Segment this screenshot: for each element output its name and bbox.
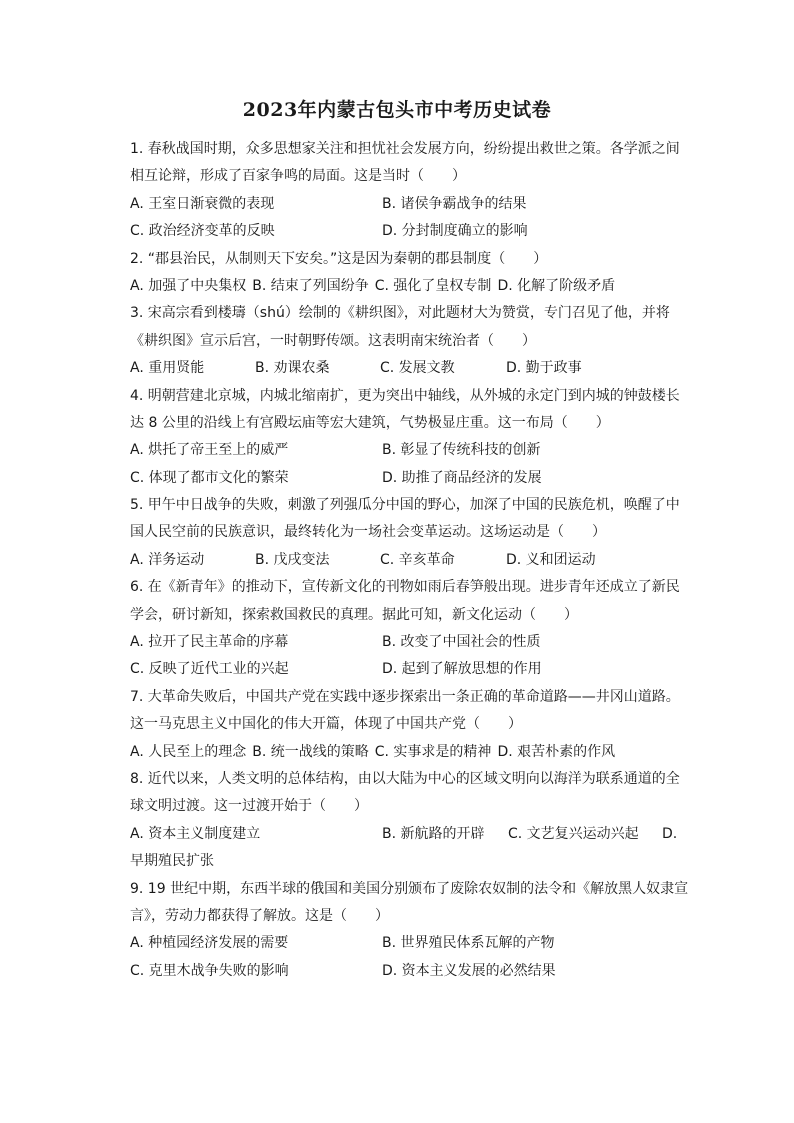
question-7 <box>130 684 690 766</box>
option-b[interactable]: B. 新航路的开辟 <box>382 825 485 842</box>
option-a[interactable]: A. 洋务运动 <box>130 551 205 568</box>
option-c[interactable]: C. 克里木战争失败的影响 <box>130 962 289 979</box>
option-row <box>130 355 690 382</box>
question-stem-line: 2. “郡县治民，从制则天下安矣。”这是因为秦朝的郡县制度（ ） <box>130 250 548 267</box>
question-9 <box>130 876 690 986</box>
question-3 <box>130 300 690 382</box>
option-c[interactable]: C. 文艺复兴运动兴起 <box>508 825 639 842</box>
option-c[interactable]: C. 强化了皇权专制 <box>374 277 492 294</box>
option-c[interactable]: C. 辛亥革命 <box>380 551 455 568</box>
option-a[interactable]: A. 拉开了民主革命的序幕 <box>130 634 289 651</box>
option-row <box>130 273 690 300</box>
option-d[interactable]: D. 艰苦朴素的作风 <box>497 743 616 760</box>
option-d[interactable]: D. 义和团运动 <box>506 551 596 568</box>
question-6 <box>130 574 690 684</box>
question-stem-line: 4. 明朝营建北京城，内城北缩南扩，更为突出中轴线，从外城的永定门到内城的钟鼓楼长 <box>130 387 680 404</box>
option-row <box>130 739 690 766</box>
option-d[interactable]: D. 勤于政事 <box>506 360 582 377</box>
option-d[interactable]: D. <box>662 825 678 842</box>
option-b[interactable]: B. 改变了中国社会的性质 <box>382 634 541 651</box>
option-c[interactable]: C. 体现了都市文化的繁荣 <box>130 469 289 486</box>
option-row <box>130 465 690 492</box>
option-row <box>130 930 690 957</box>
option-d-continuation[interactable]: 早期殖民扩张 <box>130 853 214 870</box>
question-stem-line: 9. 19 世纪中期，东西半球的俄国和美国分别颁布了废除农奴制的法令和《解放黑人奴隶宣 <box>130 880 689 897</box>
option-a[interactable]: A. 加强了中央集权 <box>130 277 247 294</box>
option-row <box>130 191 690 218</box>
option-a[interactable]: A. 种植园经济发展的需要 <box>130 935 289 952</box>
option-row <box>130 629 690 656</box>
page-title: 2023年内蒙古包头市中考历史试卷 <box>242 99 552 121</box>
question-stem-line: 3. 宋高宗看到楼璹（shú）绘制的《耕织图》，对此题材大为赞赏，专门召见了他，并将 <box>130 305 670 322</box>
question-stem-line: 8. 近代以来，人类文明的总体结构，由以大陆为中心的区域文明向以海洋为联系通道的全 <box>130 770 680 787</box>
option-a[interactable]: A. 重用贤能 <box>130 360 205 377</box>
option-row <box>130 218 690 245</box>
question-stem-line: 7. 大革命失败后，中国共产党在实践中逐步探索出一条正确的革命道路——井冈山道路。 <box>130 688 680 705</box>
option-c[interactable]: C. 政治经济变革的反映 <box>130 223 275 240</box>
question-stem-line: 言》，劳动力都获得了解放。这是（ ） <box>130 907 389 924</box>
question-stem-line: 球文明过渡。这一过渡开始于（ ） <box>130 798 368 815</box>
question-stem-line: 5. 甲午中日战争的失败，刺激了列强瓜分中国的野心，加深了中国的民族危机，唤醒了中 <box>130 497 680 514</box>
option-row <box>130 821 690 848</box>
option-b[interactable]: B. 劝课农桑 <box>255 360 330 377</box>
option-a[interactable]: A. 王室日渐衰微的表现 <box>130 195 275 212</box>
question-stem-line: 6. 在《新青年》的推动下，宣传新文化的刊物如雨后春笋般出现。进步青年还成立了新民 <box>130 579 680 596</box>
option-d[interactable]: D. 资本主义发展的必然结果 <box>382 962 556 979</box>
question-stem-line: 这一马克思主义中国化的伟大开篇，体现了中国共产党（ ） <box>130 716 522 733</box>
question-stem-line: 相互论辩，形成了百家争鸣的局面。这是当时（ ） <box>130 168 466 185</box>
option-a[interactable]: A. 烘托了帝王至上的威严 <box>130 442 289 459</box>
option-d[interactable]: D. 起到了解放思想的作用 <box>382 661 542 678</box>
option-d[interactable]: D. 化解了阶级矛盾 <box>497 277 616 294</box>
question-4 <box>130 383 690 493</box>
option-c[interactable]: C. 实事求是的精神 <box>374 743 492 760</box>
question-stem-line: 《耕织图》宣示后宫，一时朝野传颂。这表明南宋统治者（ ） <box>130 332 536 349</box>
question-stem-line: 达 8 公里的沿线上有宫殿坛庙等宏大建筑，气势极显庄重。这一布局（ ） <box>130 414 610 431</box>
option-b[interactable]: B. 统一战线的策略 <box>252 743 369 760</box>
option-b[interactable]: B. 诸侯争霸战争的结果 <box>382 195 527 212</box>
option-c[interactable]: C. 发展文教 <box>380 360 455 377</box>
question-stem-line: 国人民空前的民族意识，最终转化为一场社会变革运动。这场运动是（ ） <box>130 524 606 541</box>
option-a[interactable]: A. 资本主义制度建立 <box>130 825 261 842</box>
question-5 <box>130 492 690 574</box>
question-2 <box>130 246 690 301</box>
question-1 <box>130 136 690 246</box>
option-d[interactable]: D. 分封制度确立的影响 <box>382 223 528 240</box>
option-d[interactable]: D. 助推了商品经济的发展 <box>382 469 542 486</box>
option-row <box>130 656 690 683</box>
option-b[interactable]: B. 戊戌变法 <box>255 551 330 568</box>
option-a[interactable]: A. 人民至上的理念 <box>130 743 247 760</box>
question-stem-line: 1. 春秋战国时期，众多思想家关注和担忧社会发展方向，纷纷提出救世之策。各学派之间 <box>130 141 680 157</box>
question-stem-line: 学会，研讨新知，探索救国救民的真理。据此可知，新文化运动（ ） <box>130 606 578 623</box>
option-row <box>130 437 690 464</box>
option-b[interactable]: B. 结束了列国纷争 <box>252 277 369 294</box>
option-b[interactable]: B. 世界殖民体系瓦解的产物 <box>382 935 555 952</box>
question-list <box>130 136 690 985</box>
option-b[interactable]: B. 彰显了传统科技的创新 <box>382 442 541 459</box>
option-c[interactable]: C. 反映了近代工业的兴起 <box>130 661 289 678</box>
question-8 <box>130 766 690 876</box>
option-row <box>130 958 690 985</box>
option-row <box>130 547 690 574</box>
